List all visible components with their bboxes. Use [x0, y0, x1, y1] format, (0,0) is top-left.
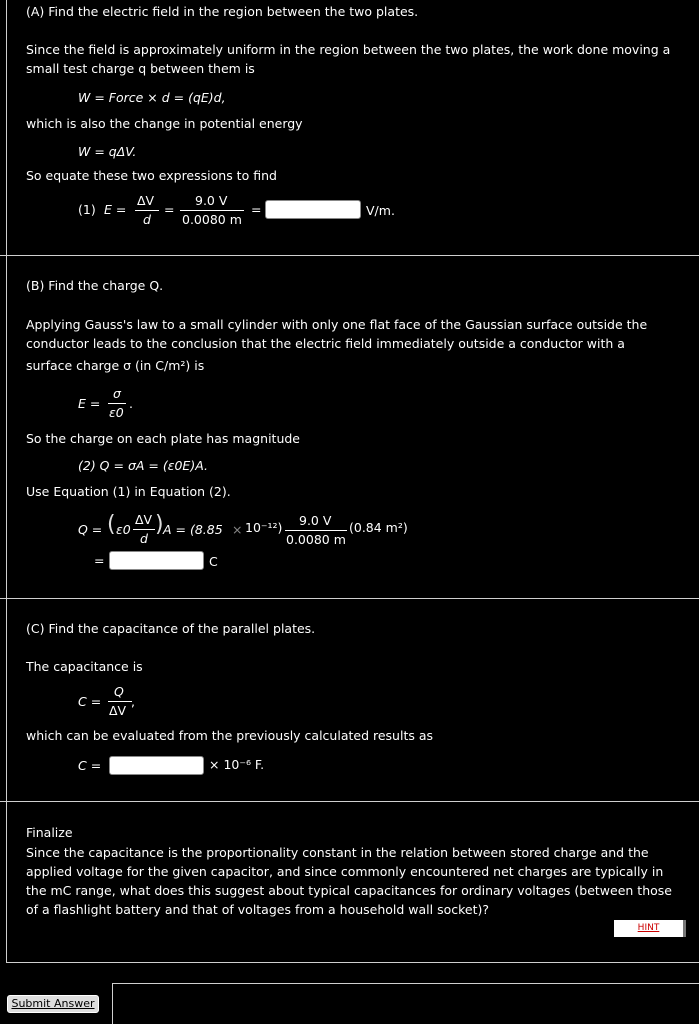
part-a-text3: So equate these two expressions to find [26, 168, 277, 183]
q-num: ΔV [135, 512, 153, 527]
eq1-frac1-line [135, 210, 159, 211]
c-comma: , [131, 694, 135, 709]
e-lhs: E = [78, 396, 101, 411]
part-b-text2: So the charge on each plate has magnitude [26, 431, 300, 446]
part-b-text3: Use Equation (1) in Equation (2). [26, 484, 231, 499]
c-eq: C = [78, 758, 102, 773]
e-den: ε0 [109, 405, 124, 420]
finalize-text: Since the capacitance is the proportionality constant in the relation between stored charge and the applied voltage for the given capacitor, and since commonly encountered net charges are typically in the mC range, what does this suggest about typical capacitances for ordinary voltages (between those of a flashlight battery and that of voltages from a household wall socket)? [26, 845, 672, 917]
eq1-num1: ΔV [137, 193, 155, 208]
part-b-eq2: (2) Q = σA = (ε0E)A. [78, 458, 208, 473]
hint-button[interactable]: HINT [614, 920, 686, 937]
q-frac1-line [133, 529, 155, 530]
part-a-text2: which is also the change in potential energy [26, 116, 303, 131]
part-a-eq-w2: W = qΔV. [78, 144, 137, 159]
part-b-para1: Applying Gauss's law to a small cylinder with only one flat face of the Gaussian surface outside the conductor leads to the conclusion that the electric field immediately outside a conductor with a [26, 317, 648, 351]
q-close-paren-icon: ) [155, 512, 164, 537]
part-c-text1: The capacitance is [26, 659, 143, 674]
c-den: ΔV [109, 703, 127, 718]
q-eps: ε0 [116, 522, 131, 537]
q-area: (0.84 m²) [349, 520, 408, 535]
q-lhs: Q = [78, 522, 103, 537]
response-area [112, 983, 699, 1024]
q-num2: 9.0 V [299, 513, 332, 528]
q-exp: 10⁻¹²) [245, 520, 283, 535]
q-den: d [140, 531, 148, 546]
eq1-frac2-line [180, 210, 244, 211]
c-num: Q [114, 684, 124, 699]
submit-answer-button[interactable]: Submit Answer [7, 995, 99, 1013]
part-b-para1-end: surface charge σ (in C/m²) is [26, 358, 205, 373]
eq1-label: (1) [78, 202, 96, 217]
part-c-heading: (C) Find the capacitance of the parallel plates. [26, 621, 316, 636]
eq1-eq2: = [251, 202, 262, 217]
part-a-heading: (A) Find the electric field in the region between the two plates. [26, 4, 419, 19]
eq1-den1: d [143, 212, 151, 227]
unit-q: C [209, 554, 218, 569]
c-frac-line [108, 701, 132, 702]
q-frac2-line [285, 530, 347, 531]
eq1-num2: 9.0 V [195, 193, 228, 208]
q-times: × [232, 522, 243, 537]
q-a: A = (8.85 [163, 522, 223, 537]
eq1-eq: = [164, 202, 175, 217]
e-num: σ [113, 386, 121, 401]
eq1-lhs: E = [104, 202, 127, 217]
q-eq: = [94, 553, 105, 568]
part-a-para1: Since the field is approximately uniform in the region between the two plates, the work done moving a small test charge q between them is [26, 42, 671, 76]
answer-input-q[interactable] [109, 551, 204, 570]
part-b-panel [6, 256, 699, 599]
part-b-heading: (B) Find the charge Q. [26, 278, 164, 293]
unit-c: × 10⁻⁶ F. [209, 757, 265, 772]
part-a-eq-w1: W = Force × d = (qE)d, [78, 90, 226, 105]
eq1-den2: 0.0080 m [182, 212, 242, 227]
c-lhs: C = [78, 694, 102, 709]
q-open-paren-icon: ( [107, 512, 116, 537]
e-dot: . [129, 396, 133, 411]
unit-e: V/m. [366, 203, 395, 218]
answer-input-c[interactable] [109, 756, 204, 775]
q-den2: 0.0080 m [286, 532, 346, 547]
e-frac-line [108, 403, 126, 404]
finalize-heading: Finalize [26, 825, 73, 840]
part-c-text2: which can be evaluated from the previously calculated results as [26, 728, 434, 743]
answer-input-e[interactable] [265, 200, 361, 219]
